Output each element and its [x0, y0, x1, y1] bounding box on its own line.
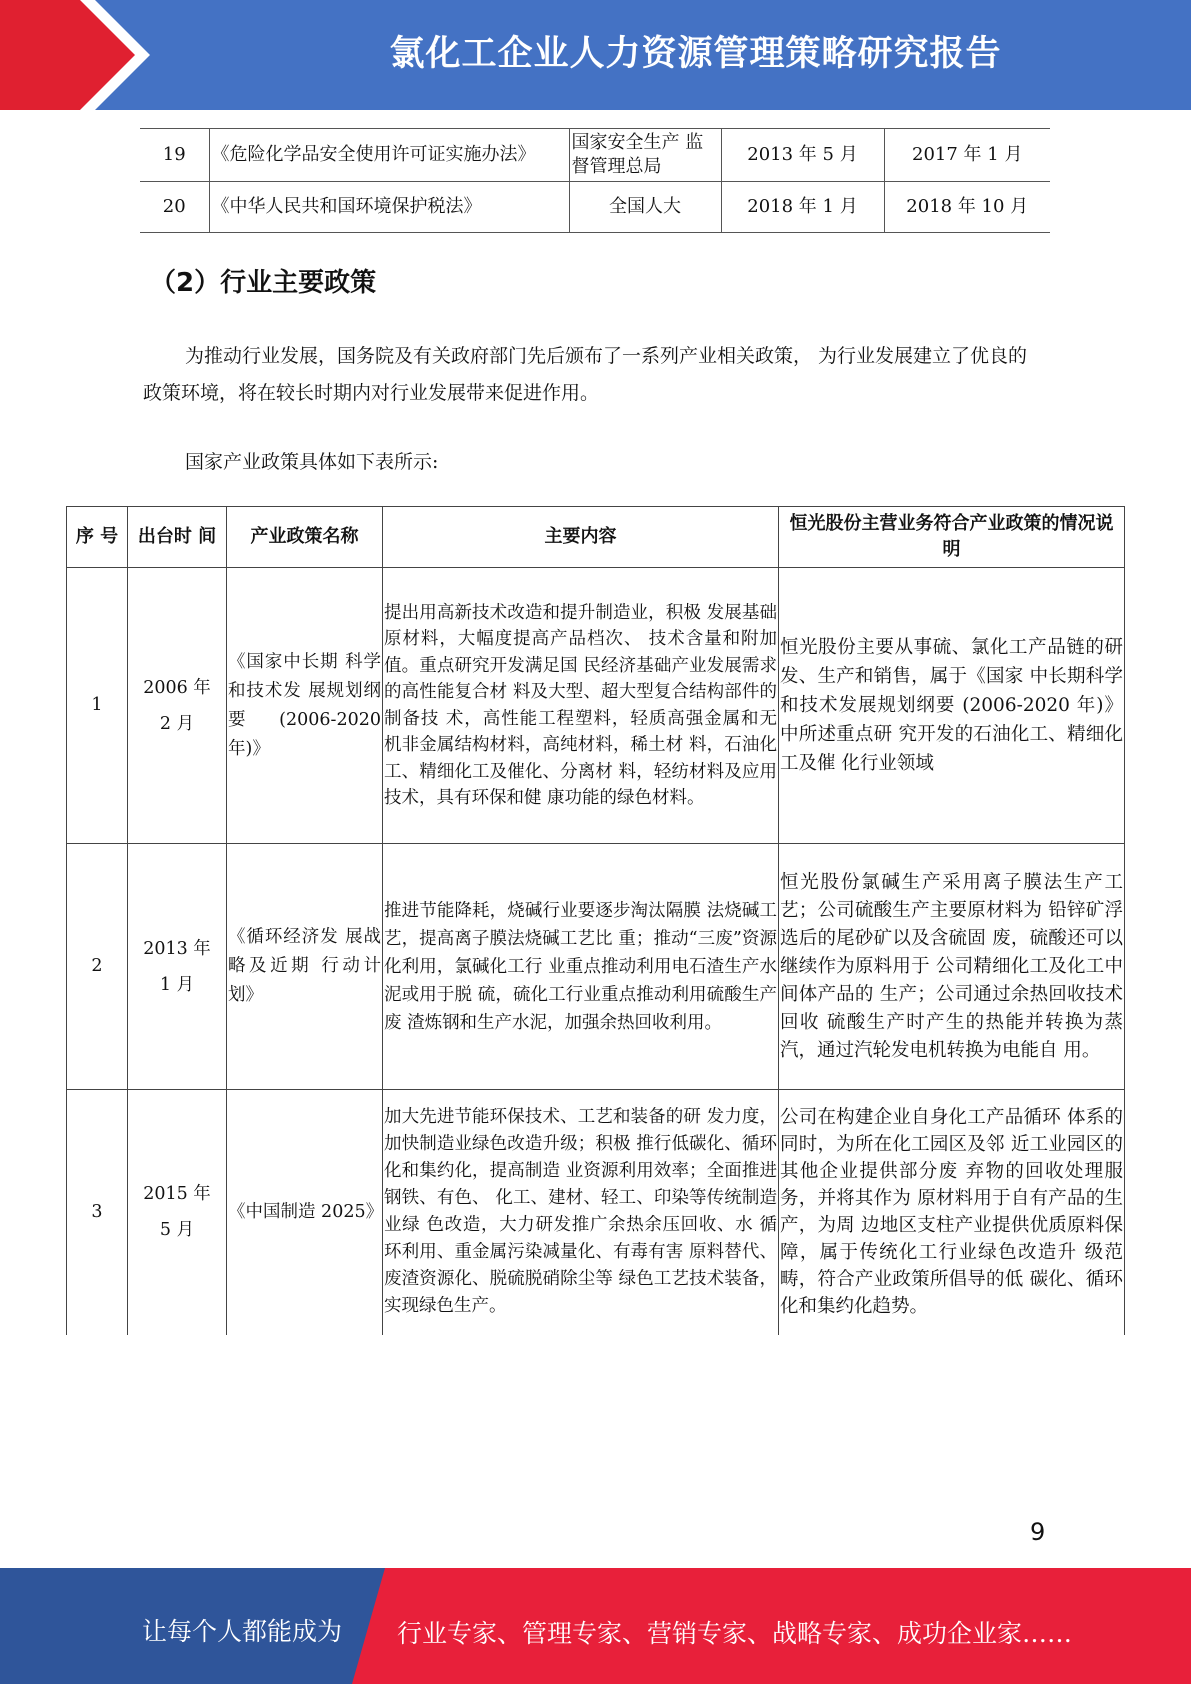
regulation-table — [140, 128, 1050, 233]
compliance-note: 公司在构建企业自身化工产品循环 体系的同时，为所在化工园区及邻 近工业园区的其他企业提供部分废 弃物的回收处理服务，并将其作为 原材料用于自有产品的生产，为周 边地区支柱产业提供优质原料保 障，属于传统化工行业绿色改造升 级范畴，符合产业政策所倡导的低 碳化、循环化和集约化趋势。 — [779, 1090, 1125, 1335]
issuing-department: 全国人大 — [569, 182, 721, 233]
policy-name: 《中国制造 2025》 — [227, 1090, 383, 1335]
row-number: 19 — [140, 129, 209, 182]
footer-slogan-left: 让每个人都能成为 — [142, 1617, 343, 1646]
table-intro-paragraph: 国家产业政策具体如下表所示: — [185, 451, 439, 473]
footer-slogan-right: 行业专家、管理专家、营销专家、战略专家、成功企业家…… — [397, 1619, 1073, 1648]
row-number: 2 — [67, 844, 128, 1090]
issue-date: 2013 年 5 月 — [721, 129, 884, 182]
table-row — [67, 1090, 1125, 1335]
page-footer — [0, 1568, 1191, 1684]
table-row — [67, 568, 1125, 844]
page-header — [0, 0, 1191, 110]
page-number: 9 — [1030, 1518, 1046, 1546]
header-content: 主要内容 — [383, 507, 779, 568]
policy-content: 推进节能降耗，烧碱行业要逐步淘汰隔膜 法烧碱工艺，提高离子膜法烧碱工艺比 重；推动“三废”资源化利用，氯碱化工行 业重点推动利用电石渣生产水泥或用于脱 硫，硫化工行业重点推动利用硫酸生产废 渣炼钢和生产水泥，加强余热回收利用。 — [383, 844, 779, 1090]
compliance-note: 恒光股份氯碱生产采用离子膜法生产工艺；公司硫酸生产主要原材料为 铅锌矿浮选后的尾砂矿以及含硫固 废，硫酸还可以继续作为原料用于 公司精细化工及化工中间体产品的 生产；公司通过余热回收技术回收 硫酸生产时产生的热能并转换为蒸 汽，通过汽轮发电机转换为电能自 用。 — [779, 844, 1125, 1090]
table-row — [140, 129, 1050, 182]
section-heading: （2）行业主要政策 — [150, 268, 377, 298]
intro-paragraph: 为推动行业发展，国务院及有关政府部门先后颁布了一系列产业相关政策， 为行业发展建立了优良的政策环境，将在较长时期内对行业发展带来促进作用。 — [143, 345, 1028, 404]
regulation-name: 《中华人民共和国环境保护税法》 — [209, 182, 569, 233]
effective-date: 2018 年 10 月 — [884, 182, 1050, 233]
header-date: 出台时 间 — [128, 507, 227, 568]
regulation-name: 《危险化学品安全使用许可证实施办法》 — [209, 129, 569, 182]
report-title: 氯化工企业人力资源管理策略研究报告 — [389, 34, 1002, 74]
compliance-note: 恒光股份主要从事硫、氯化工产品链的研发、生产和销售，属于《国家 中长期科学和技术发展规划纲要 (2006-2020 年)》中所述重点研 究开发的石油化工、精细化工及催 化行业领域 — [779, 568, 1125, 844]
policy-content: 提出用高新技术改造和提升制造业，积极 发展基础原材料，大幅度提高产品档次、 技术含量和附加值。重点研究开发满足国 民经济基础产业发展需求的高性能复合材 料及大型、超大型复合结构部件的制备技 术，高性能工程塑料，轻质高强金属和无 机非金属结构材料，高纯材料，稀土材 料，石油化工、精细化工及催化、分离材 料，轻纺材料及应用技术，具有环保和健 康功能的绿色材料。 — [383, 568, 779, 844]
policy-date: 2013 年 1 月 — [128, 844, 227, 1090]
header-policy-name: 产业政策名称 — [227, 507, 383, 568]
table-row — [67, 844, 1125, 1090]
issue-date: 2018 年 1 月 — [721, 182, 884, 233]
effective-date: 2017 年 1 月 — [884, 129, 1050, 182]
policy-date: 2006 年 2 月 — [128, 568, 227, 844]
row-number: 20 — [140, 182, 209, 233]
row-number: 1 — [67, 568, 128, 844]
policy-date: 2015 年 5 月 — [128, 1090, 227, 1335]
header-no: 序 号 — [67, 507, 128, 568]
issuing-department: 国家安全生产 监督管理总局 — [569, 129, 721, 182]
policy-name: 《循环经济发 展战略及近期 行动计划》 — [227, 844, 383, 1090]
header-note: 恒光股份主营业务符合产业政策的情况说明 — [779, 507, 1125, 568]
policy-content: 加大先进节能环保技术、工艺和装备的研 发力度，加快制造业绿色改造升级；积极 推行低碳化、循环化和集约化，提高制造 业资源利用效率；全面推进钢铁、有色、 化工、建材、轻工、印染等传统制造业绿 色改造，大力研发推广余热余压回收、水 循环利用、重金属污染减量化、有毒有害 原料替代、废渣资源化、脱硫脱硝除尘等 绿色工艺技术装备，实现绿色生产。 — [383, 1090, 779, 1335]
policy-table — [66, 506, 1125, 1335]
row-number: 3 — [67, 1090, 128, 1335]
table-header-row — [67, 507, 1125, 568]
policy-name: 《国家中长期 科学和技术发 展规划纲要 (2006-2020 年)》 — [227, 568, 383, 844]
header-arrow-graphic — [0, 0, 160, 110]
table-row — [140, 182, 1050, 233]
